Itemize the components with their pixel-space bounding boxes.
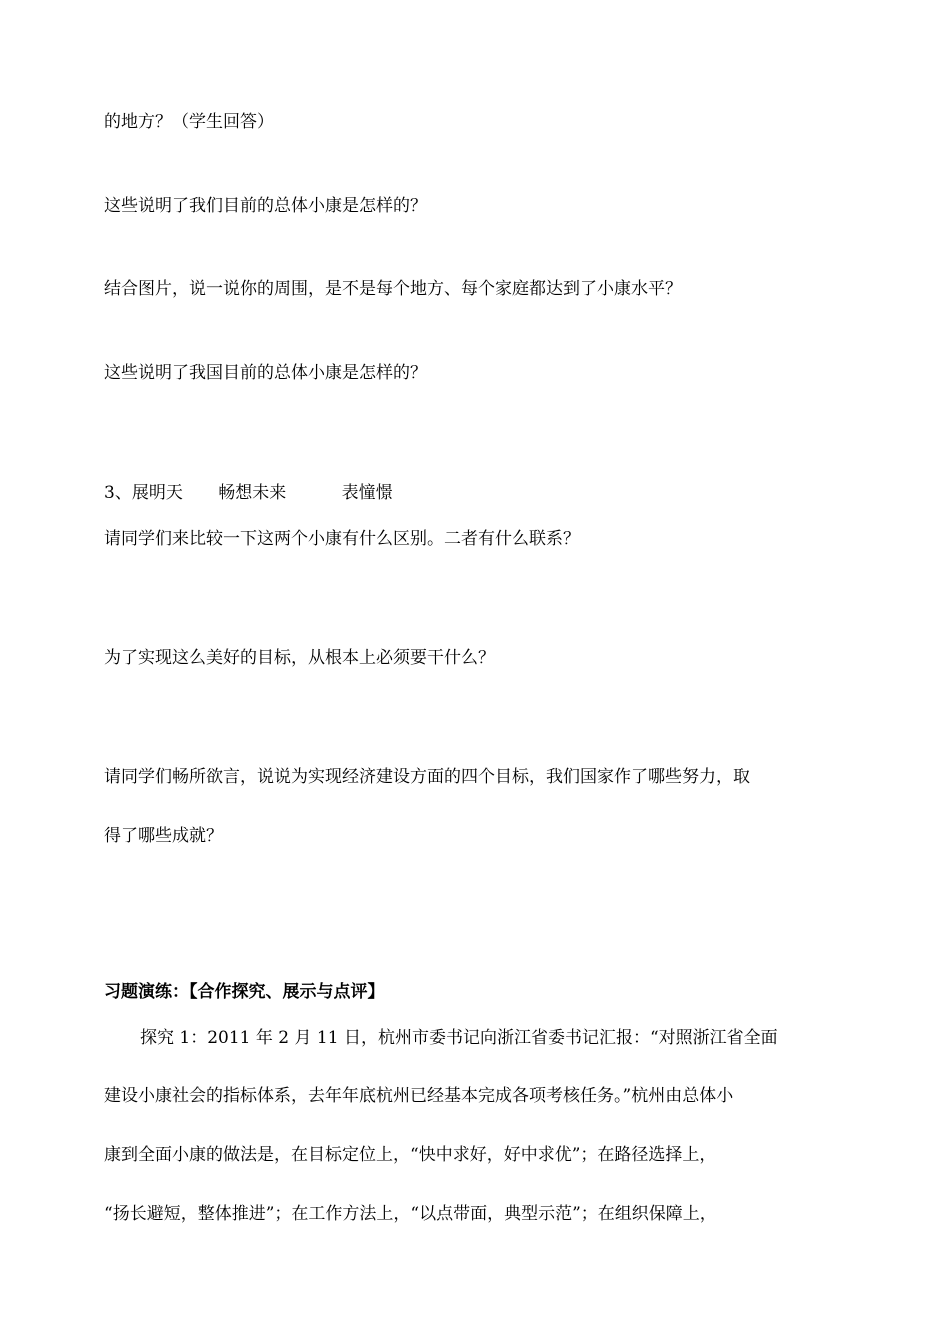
paragraph-line-1: 探究 1：2011 年 2 月 11 日，杭州市委书记向浙江省委书记汇报：“对照浙江省全面: [140, 1028, 778, 1048]
text-line-student-answer: 的地方？（学生回答）: [104, 112, 274, 132]
section-3-subtitle-2: 表憧憬: [341, 483, 393, 503]
question-fundamental-requirement: 为了实现这么美好的目标，从根本上必须要干什么？: [104, 648, 495, 668]
question-current-overall-xiaokang: 这些说明了我们目前的总体小康是怎样的？: [104, 196, 427, 216]
question-compare-two-xiaokang: 请同学们来比较一下这两个小康有什么区别。二者有什么联系？: [104, 529, 580, 549]
paragraph-line-3: 康到全面小康的做法是，在目标定位上，“快中求好，好中求优”；在路径选择上，: [104, 1145, 717, 1165]
section-3-subtitle-1: 畅想未来: [218, 483, 287, 503]
section-3-heading: [104, 482, 393, 504]
question-efforts-line-2: 得了哪些成就？: [104, 826, 223, 846]
section-3-title: 3、展明天: [104, 483, 183, 503]
question-efforts-line-1: 请同学们畅所欲言，说说为实现经济建设方面的四个目标，我们国家作了哪些努力，取: [104, 767, 750, 787]
question-country-overall-xiaokang: 这些说明了我国目前的总体小康是怎样的？: [104, 363, 427, 383]
paragraph-line-4: “扬长避短，整体推进”；在工作方法上，“以点带面，典型示范”；在组织保障上，: [104, 1204, 717, 1224]
paragraph-line-2: 建设小康社会的指标体系，去年年底杭州已经基本完成各项考核任务。”杭州由总体小: [104, 1086, 734, 1106]
question-surroundings: 结合图片，说一说你的周围，是不是每个地方、每个家庭都达到了小康水平？: [104, 279, 682, 299]
exercise-heading: 习题演练：【合作探究、展示与点评】: [104, 982, 385, 1002]
